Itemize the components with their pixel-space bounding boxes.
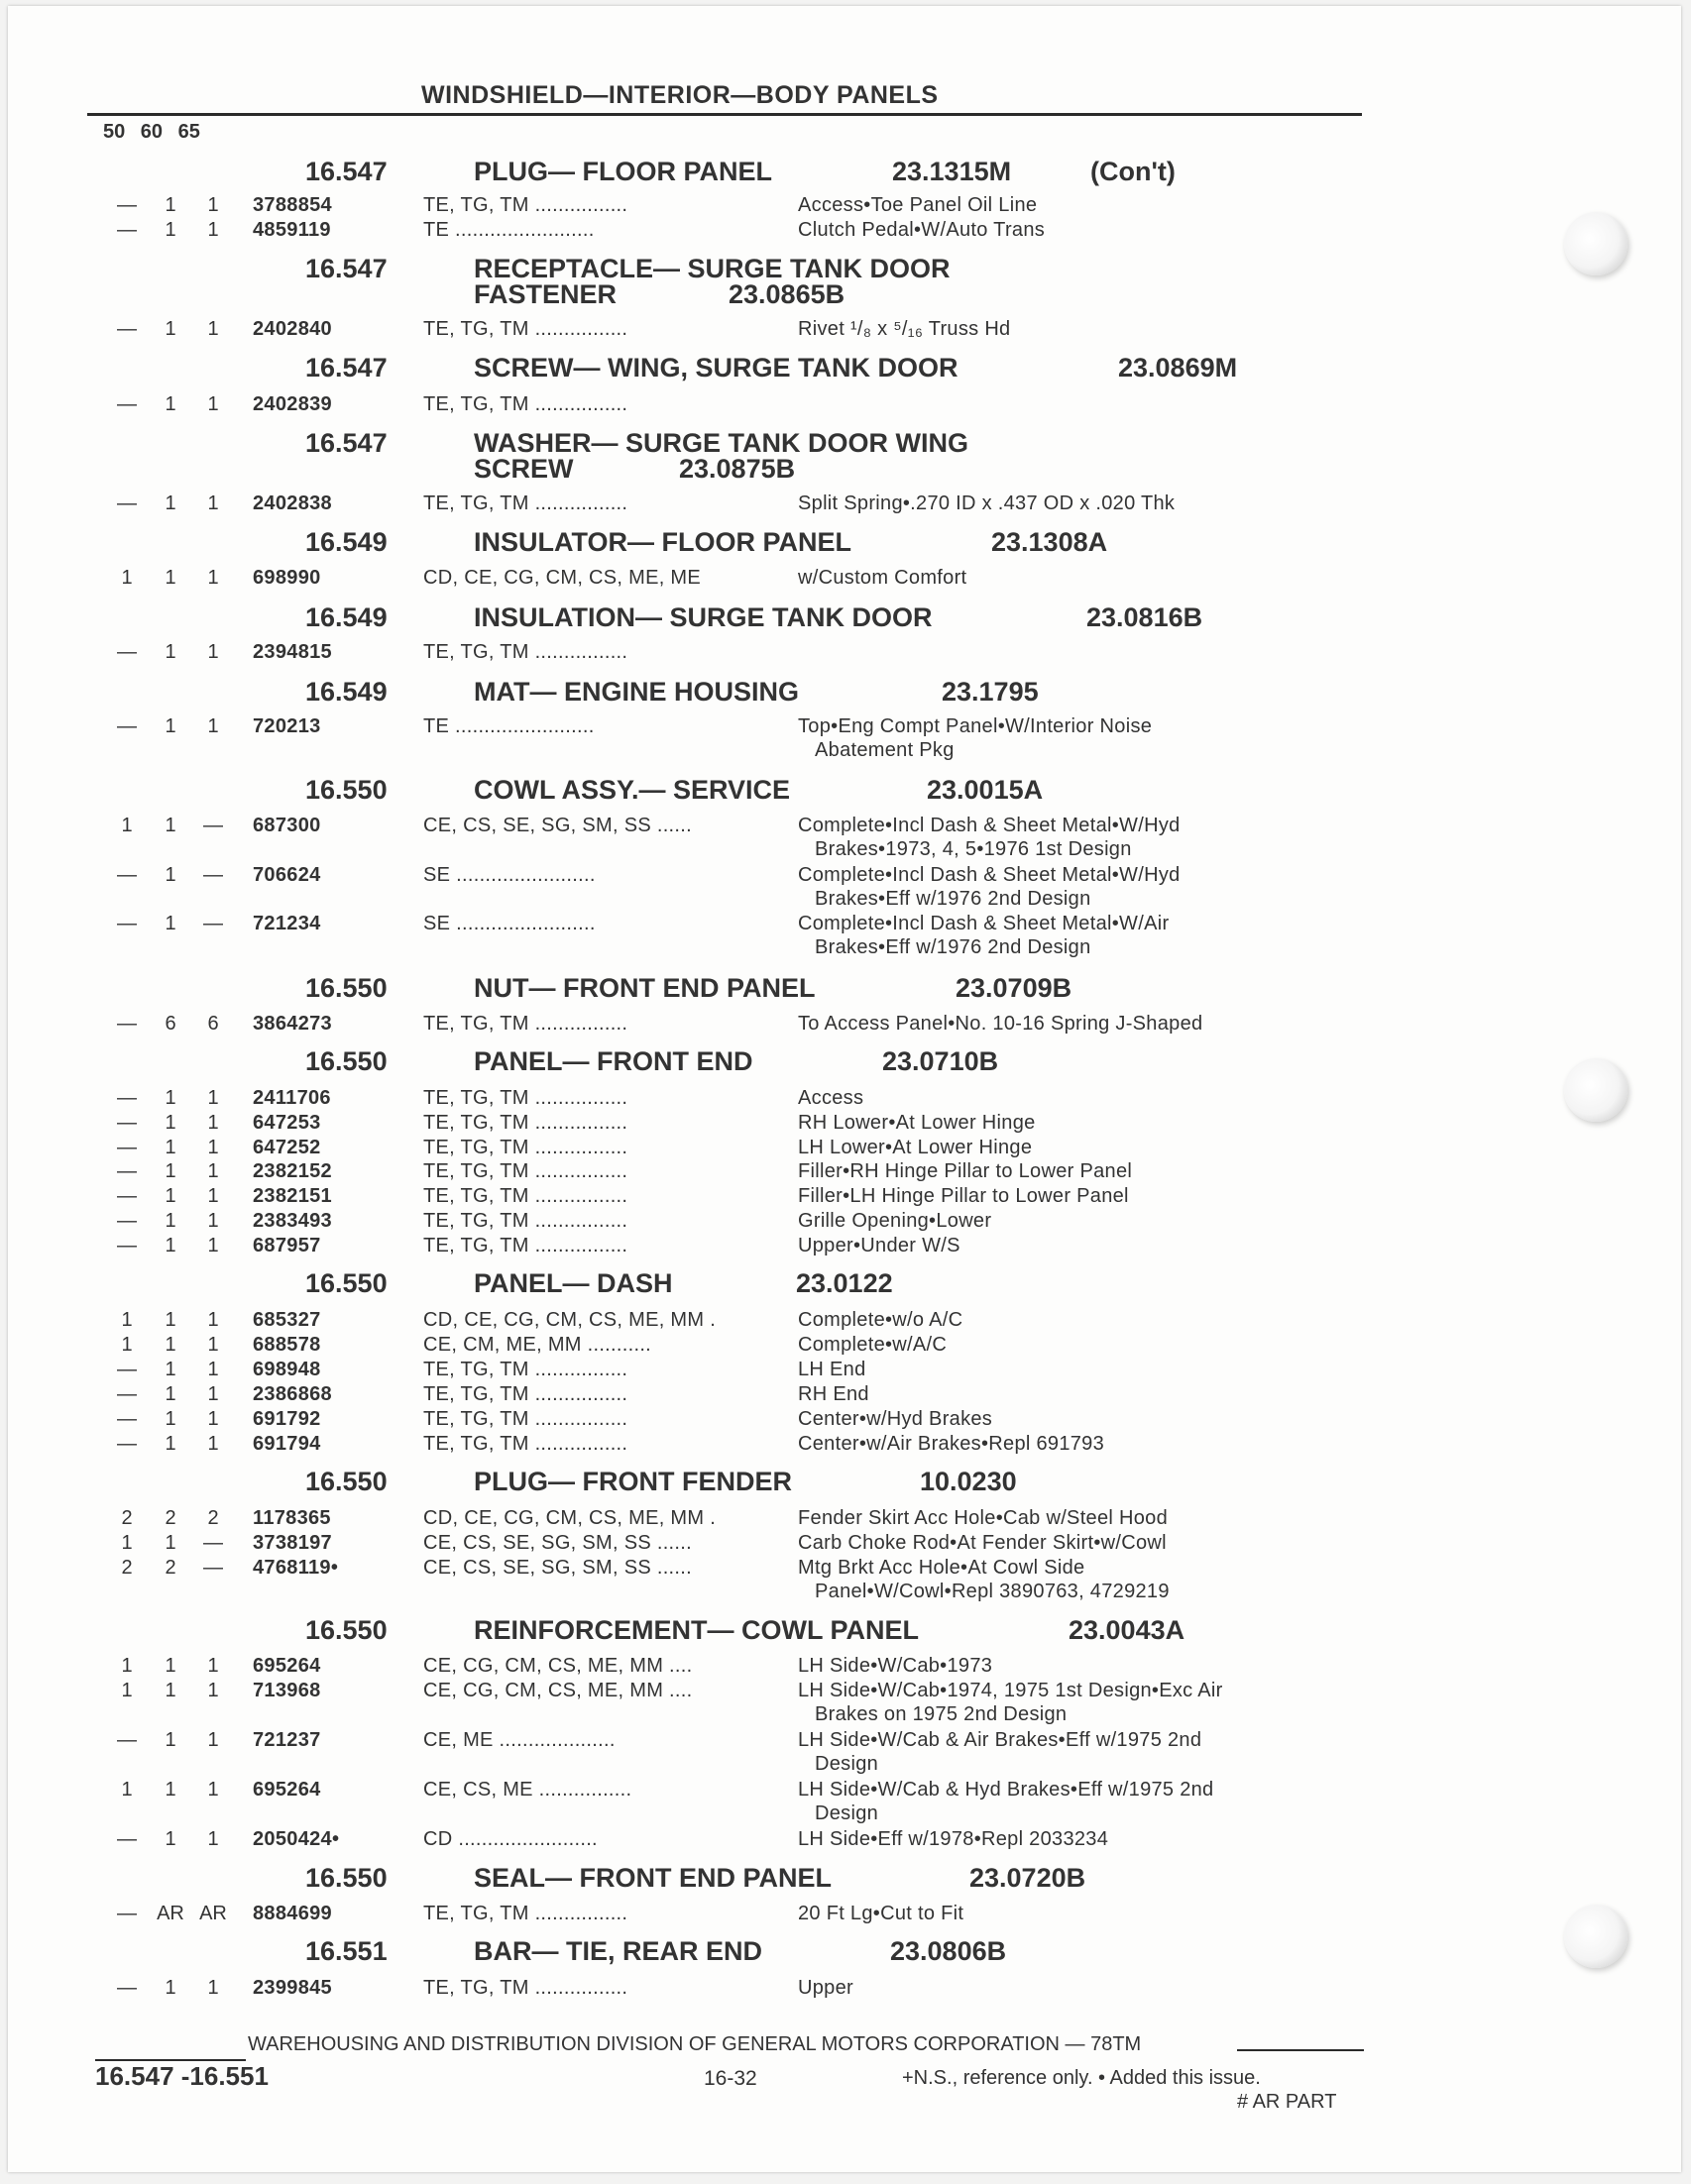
quantity-1965: 1	[207, 1087, 219, 1109]
part-description: Complete•Incl Dash & Sheet Metal•W/Air	[798, 913, 1170, 934]
part-description: Clutch Pedal•W/Auto Trans	[798, 219, 1046, 241]
part-number: 713968	[253, 1680, 321, 1701]
part-description: Filler•LH Hinge Pillar to Lower Panel	[798, 1185, 1129, 1207]
quantity-1965: AR	[199, 1903, 227, 1924]
quantity-1965: 1	[207, 1729, 219, 1751]
quantity-1960: 1	[165, 1532, 176, 1554]
section-number: 16.550	[305, 1863, 388, 1893]
quantity-1965: —	[203, 1532, 223, 1554]
quantity-1965: 1	[207, 1828, 219, 1850]
part-description: Fender Skirt Acc Hole•Cab w/Steel Hood	[798, 1507, 1169, 1529]
part-number: 3738197	[253, 1532, 332, 1554]
quantity-1960: 1	[165, 219, 176, 241]
quantity-1960: 1	[165, 318, 176, 340]
part-description: Filler•RH Hinge Pillar to Lower Panel	[798, 1160, 1133, 1182]
quantity-1950: —	[117, 1013, 137, 1035]
section-code: 23.0806B	[890, 1936, 1007, 1966]
model-codes: SE ........................	[423, 864, 596, 886]
part-description-continued: Design	[815, 1802, 879, 1824]
quantity-1960: 1	[165, 1309, 176, 1331]
section-code: 23.1315M	[892, 157, 1012, 186]
quantity-1960: 1	[165, 913, 176, 934]
section-code: 23.0875B	[679, 454, 796, 484]
part-description: Grille Opening•Lower	[798, 1210, 992, 1232]
footer-page-number: 16-32	[704, 2067, 757, 2090]
quantity-1965: 1	[207, 318, 219, 340]
quantity-1950: —	[117, 864, 137, 886]
section-number: 16.550	[305, 1268, 388, 1298]
model-codes: CE, CS, SE, SG, SM, SS ......	[423, 815, 692, 836]
quantity-1960: 1	[165, 492, 176, 514]
part-description: Complete•w/A/C	[798, 1334, 948, 1356]
model-codes: TE, TG, TM ................	[423, 1087, 628, 1109]
quantity-1960: 1	[165, 1977, 176, 1999]
section-title: SEAL— FRONT END PANEL	[474, 1863, 833, 1893]
quantity-1965: 1	[207, 1210, 219, 1232]
part-description-continued: Panel•W/Cowl•Repl 3890763, 4729219	[815, 1581, 1170, 1602]
section-number: 16.549	[305, 677, 388, 707]
quantity-1950: —	[117, 913, 137, 934]
model-codes: CD, CE, CG, CM, CS, ME, ME	[423, 567, 702, 589]
part-description: Upper	[798, 1977, 853, 1999]
part-description: LH Side•W/Cab•1974, 1975 1st Design•Exc Air	[798, 1680, 1223, 1701]
model-codes: TE, TG, TM ................	[423, 641, 628, 663]
quantity-1950: —	[117, 194, 137, 216]
model-codes: CE, CG, CM, CS, ME, MM ....	[423, 1680, 693, 1701]
quantity-1965: 2	[207, 1507, 219, 1529]
section-title: PLUG— FRONT FENDER	[474, 1467, 792, 1496]
quantity-1965: 1	[207, 1655, 219, 1677]
quantity-1950: —	[117, 1408, 137, 1430]
part-number: 698990	[253, 567, 321, 589]
quantity-1950: —	[117, 1903, 137, 1924]
quantity-1960: 2	[165, 1557, 176, 1579]
part-description-continued: Brakes•Eff w/1976 2nd Design	[815, 888, 1091, 910]
quantity-1950: —	[117, 1087, 137, 1109]
quantity-1950: —	[117, 1112, 137, 1134]
section-title: BAR— TIE, REAR END	[474, 1936, 763, 1966]
quantity-1960: 1	[165, 1087, 176, 1109]
binder-hole	[1564, 1058, 1628, 1122]
part-description: Split Spring•.270 ID x .437 OD x .020 Thk	[798, 492, 1176, 514]
part-number: 688578	[253, 1334, 321, 1356]
part-description: LH End	[798, 1359, 866, 1380]
model-codes: CE, CM, ME, MM ...........	[423, 1334, 652, 1356]
year-columns-header: 50 60 65	[103, 121, 200, 143]
quantity-1965: 1	[207, 1977, 219, 1999]
quantity-1965: 1	[207, 393, 219, 415]
quantity-1950: —	[117, 1210, 137, 1232]
binder-hole	[1564, 212, 1628, 275]
model-codes: CE, ME ....................	[423, 1729, 616, 1751]
part-description: Complete•w/o A/C	[798, 1309, 963, 1331]
part-number: 3864273	[253, 1013, 332, 1035]
section-code: 10.0230	[920, 1467, 1017, 1496]
quantity-1960: 1	[165, 1408, 176, 1430]
section-number: 16.550	[305, 1467, 388, 1496]
part-description: Top•Eng Compt Panel•W/Interior Noise	[798, 715, 1153, 737]
part-description: To Access Panel•No. 10-16 Spring J-Shaped	[798, 1013, 1203, 1035]
part-number: 685327	[253, 1309, 321, 1331]
quantity-1960: 1	[165, 715, 176, 737]
quantity-1960: 1	[165, 1433, 176, 1455]
model-codes: TE, TG, TM ................	[423, 1210, 628, 1232]
part-number: 647252	[253, 1137, 321, 1158]
section-number: 16.550	[305, 973, 388, 1003]
model-codes: TE, TG, TM ................	[423, 1160, 628, 1182]
section-title: PANEL— FRONT END	[474, 1046, 753, 1076]
part-number: 2402840	[253, 318, 332, 340]
quantity-1965: 1	[207, 1185, 219, 1207]
quantity-1950: 1	[121, 1655, 133, 1677]
model-codes: TE, TG, TM ................	[423, 1408, 628, 1430]
section-code: 23.0720B	[969, 1863, 1086, 1893]
quantity-1950: 1	[121, 1680, 133, 1701]
section-title: WASHER— SURGE TANK DOOR WING	[474, 428, 968, 458]
quantity-1965: 1	[207, 567, 219, 589]
section-code: 23.0709B	[956, 973, 1072, 1003]
part-number: 721237	[253, 1729, 321, 1751]
model-codes: TE, TG, TM ................	[423, 1013, 628, 1035]
quantity-1960: 6	[165, 1013, 176, 1035]
quantity-1965: 1	[207, 492, 219, 514]
part-description: Complete•Incl Dash & Sheet Metal•W/Hyd	[798, 815, 1181, 836]
footer-note: +N.S., reference only. • Added this issue.	[902, 2067, 1261, 2089]
footer-range: 16.547 -16.551	[95, 2061, 269, 2091]
quantity-1965: 1	[207, 1309, 219, 1331]
section-number: 16.550	[305, 775, 388, 805]
model-codes: CD, CE, CG, CM, CS, ME, MM .	[423, 1309, 717, 1331]
part-description: Rivet ¹/₈ x ⁵/₁₆ Truss Hd	[798, 318, 1011, 340]
part-description: LH Side•Eff w/1978•Repl 2033234	[798, 1828, 1109, 1850]
quantity-1965: 1	[207, 1160, 219, 1182]
footer-note-ar: # AR PART	[1237, 2091, 1337, 2113]
model-codes: TE, TG, TM ................	[423, 194, 628, 216]
part-number: 691794	[253, 1433, 321, 1455]
part-description: Mtg Brkt Acc Hole•At Cowl Side	[798, 1557, 1085, 1579]
model-codes: SE ........................	[423, 913, 596, 934]
section-title: NUT— FRONT END PANEL	[474, 973, 816, 1003]
model-codes: TE, TG, TM ................	[423, 393, 628, 415]
part-description: Carb Choke Rod•At Fender Skirt•w/Cowl	[798, 1532, 1167, 1554]
section-title: PANEL— DASH	[474, 1268, 673, 1298]
part-description-continued: Brakes•Eff w/1976 2nd Design	[815, 936, 1091, 958]
header-rule	[87, 113, 1362, 116]
model-codes: TE, TG, TM ................	[423, 1137, 628, 1158]
part-description: LH Side•W/Cab•1973	[798, 1655, 993, 1677]
quantity-1960: 1	[165, 1828, 176, 1850]
model-codes: TE, TG, TM ................	[423, 1383, 628, 1405]
page-title: WINDSHIELD—INTERIOR—BODY PANELS	[421, 81, 939, 109]
part-description: Upper•Under W/S	[798, 1235, 960, 1256]
model-codes: TE, TG, TM ................	[423, 1112, 628, 1134]
quantity-1950: 2	[121, 1507, 133, 1529]
quantity-1965: —	[203, 913, 223, 934]
quantity-1965: 1	[207, 1334, 219, 1356]
part-description: w/Custom Comfort	[798, 567, 967, 589]
part-description-continued: Design	[815, 1753, 879, 1775]
quantity-1960: 2	[165, 1507, 176, 1529]
part-description: LH Side•W/Cab & Air Brakes•Eff w/1975 2nd	[798, 1729, 1202, 1751]
section-code: 23.0865B	[729, 279, 846, 309]
model-codes: TE, TG, TM ................	[423, 1433, 628, 1455]
section-code: 23.0043A	[1069, 1615, 1185, 1645]
model-codes: CD ........................	[423, 1828, 598, 1850]
quantity-1950: 1	[121, 1532, 133, 1554]
quantity-1950: —	[117, 1977, 137, 1999]
quantity-1950: 1	[121, 567, 133, 589]
part-number: 4859119	[253, 219, 331, 241]
part-number: 698948	[253, 1359, 321, 1380]
section-code: 23.0710B	[882, 1046, 999, 1076]
model-codes: TE ........................	[423, 219, 595, 241]
quantity-1965: 6	[207, 1013, 219, 1035]
model-codes: TE, TG, TM ................	[423, 492, 628, 514]
part-number: 695264	[253, 1655, 321, 1677]
quantity-1960: 1	[165, 194, 176, 216]
section-code: 23.0816B	[1086, 602, 1203, 632]
part-description: LH Side•W/Cab & Hyd Brakes•Eff w/1975 2nd	[798, 1779, 1214, 1801]
model-codes: CE, CS, ME ................	[423, 1779, 632, 1801]
section-number: 16.551	[305, 1936, 388, 1966]
model-codes: TE, TG, TM ................	[423, 1235, 628, 1256]
part-number: 687300	[253, 815, 321, 836]
binder-hole	[1564, 1905, 1628, 1968]
part-number: 691792	[253, 1408, 321, 1430]
part-description: RH End	[798, 1383, 869, 1405]
model-codes: CE, CS, SE, SG, SM, SS ......	[423, 1532, 692, 1554]
quantity-1960: 1	[165, 1160, 176, 1182]
part-number: 4768119•	[253, 1557, 339, 1579]
part-number: 1178365	[253, 1507, 331, 1529]
section-title-continued: SCREW	[474, 454, 574, 484]
quantity-1960: AR	[157, 1903, 184, 1924]
quantity-1950: —	[117, 1828, 137, 1850]
section-number: 16.547	[305, 353, 388, 382]
quantity-1960: 1	[165, 1680, 176, 1701]
section-title: COWL ASSY.— SERVICE	[474, 775, 791, 805]
quantity-1965: 1	[207, 1383, 219, 1405]
section-title: INSULATOR— FLOOR PANEL	[474, 527, 851, 557]
model-codes: TE, TG, TM ................	[423, 1185, 628, 1207]
section-title-continued: FASTENER	[474, 279, 618, 309]
model-codes: CD, CE, CG, CM, CS, ME, MM .	[423, 1507, 717, 1529]
section-number: 16.550	[305, 1615, 388, 1645]
quantity-1950: —	[117, 1137, 137, 1158]
part-number: 2402839	[253, 393, 332, 415]
quantity-1965: 1	[207, 194, 219, 216]
part-number: 2383493	[253, 1210, 332, 1232]
part-description: Complete•Incl Dash & Sheet Metal•W/Hyd	[798, 864, 1181, 886]
quantity-1950: 1	[121, 1779, 133, 1801]
quantity-1950: —	[117, 318, 137, 340]
part-number: 2382151	[253, 1185, 332, 1207]
part-number: 2402838	[253, 492, 332, 514]
model-codes: CE, CS, SE, SG, SM, SS ......	[423, 1557, 692, 1579]
quantity-1965: 1	[207, 219, 219, 241]
part-number: 2394815	[253, 641, 332, 663]
model-codes: TE ........................	[423, 715, 595, 737]
part-description: 20 Ft Lg•Cut to Fit	[798, 1903, 964, 1924]
part-description-continued: Brakes on 1975 2nd Design	[815, 1703, 1068, 1725]
quantity-1950: —	[117, 1235, 137, 1256]
quantity-1950: —	[117, 1185, 137, 1207]
quantity-1965: 1	[207, 1779, 219, 1801]
quantity-1950: —	[117, 1729, 137, 1751]
section-code: 23.0869M	[1118, 353, 1238, 382]
part-number: 2050424•	[253, 1828, 340, 1850]
model-codes: TE, TG, TM ................	[423, 1903, 628, 1924]
quantity-1950: 1	[121, 815, 133, 836]
section-number: 16.550	[305, 1046, 388, 1076]
part-number: 2411706	[253, 1087, 331, 1109]
quantity-1960: 1	[165, 1185, 176, 1207]
section-code: 23.0122	[796, 1268, 893, 1298]
section-number: 16.547	[305, 428, 388, 458]
section-number: 16.549	[305, 602, 388, 632]
section-continued-note: (Con't)	[1090, 157, 1176, 186]
quantity-1965: 1	[207, 715, 219, 737]
quantity-1950: 1	[121, 1309, 133, 1331]
quantity-1960: 1	[165, 1334, 176, 1356]
quantity-1965: —	[203, 1557, 223, 1579]
section-number: 16.547	[305, 157, 388, 186]
model-codes: TE, TG, TM ................	[423, 1977, 628, 1999]
section-title: MAT— ENGINE HOUSING	[474, 677, 800, 707]
part-description: Access	[798, 1087, 864, 1109]
quantity-1950: 2	[121, 1557, 133, 1579]
quantity-1950: —	[117, 1359, 137, 1380]
section-title: PLUG— FLOOR PANEL	[474, 157, 772, 186]
quantity-1950: 1	[121, 1334, 133, 1356]
quantity-1965: —	[203, 864, 223, 886]
quantity-1960: 1	[165, 1210, 176, 1232]
quantity-1960: 1	[165, 1137, 176, 1158]
quantity-1950: —	[117, 1160, 137, 1182]
part-description-continued: Brakes•1973, 4, 5•1976 1st Design	[815, 838, 1132, 860]
part-number: 706624	[253, 864, 321, 886]
section-code: 23.0015A	[927, 775, 1044, 805]
quantity-1960: 1	[165, 1235, 176, 1256]
quantity-1950: —	[117, 492, 137, 514]
part-number: 647253	[253, 1112, 321, 1134]
quantity-1960: 1	[165, 641, 176, 663]
quantity-1950: —	[117, 1433, 137, 1455]
quantity-1960: 1	[165, 1112, 176, 1134]
part-description-continued: Abatement Pkg	[815, 739, 955, 761]
model-codes: CE, CG, CM, CS, ME, MM ....	[423, 1655, 693, 1677]
section-title: RECEPTACLE— SURGE TANK DOOR	[474, 254, 951, 283]
model-codes: TE, TG, TM ................	[423, 318, 628, 340]
part-description: RH Lower•At Lower Hinge	[798, 1112, 1036, 1134]
quantity-1960: 1	[165, 1729, 176, 1751]
quantity-1965: 1	[207, 1112, 219, 1134]
section-title: SCREW— WING, SURGE TANK DOOR	[474, 353, 958, 382]
quantity-1950: —	[117, 219, 137, 241]
part-number: 2382152	[253, 1160, 332, 1182]
quantity-1960: 1	[165, 1779, 176, 1801]
footer-rule-right	[1237, 2049, 1364, 2051]
quantity-1965: 1	[207, 641, 219, 663]
quantity-1965: 1	[207, 1408, 219, 1430]
quantity-1965: 1	[207, 1433, 219, 1455]
part-description: Center•w/Air Brakes•Repl 691793	[798, 1433, 1105, 1455]
quantity-1960: 1	[165, 1383, 176, 1405]
part-number: 8884699	[253, 1903, 332, 1924]
quantity-1960: 1	[165, 1655, 176, 1677]
quantity-1965: 1	[207, 1359, 219, 1380]
quantity-1965: 1	[207, 1235, 219, 1256]
section-code: 23.1795	[942, 677, 1039, 707]
footer-division: WAREHOUSING AND DISTRIBUTION DIVISION OF GENERAL MOTORS CORPORATION — 78TM	[248, 2033, 1142, 2055]
section-number: 16.547	[305, 254, 388, 283]
quantity-1965: 1	[207, 1680, 219, 1701]
part-description: LH Lower•At Lower Hinge	[798, 1137, 1033, 1158]
quantity-1960: 1	[165, 815, 176, 836]
section-code: 23.1308A	[991, 527, 1108, 557]
part-number: 2386868	[253, 1383, 332, 1405]
section-number: 16.549	[305, 527, 388, 557]
part-number: 695264	[253, 1779, 321, 1801]
part-description: Center•w/Hyd Brakes	[798, 1408, 993, 1430]
part-number: 3788854	[253, 194, 332, 216]
model-codes: TE, TG, TM ................	[423, 1359, 628, 1380]
part-number: 687957	[253, 1235, 321, 1256]
quantity-1965: 1	[207, 1137, 219, 1158]
quantity-1965: —	[203, 815, 223, 836]
quantity-1950: —	[117, 715, 137, 737]
quantity-1950: —	[117, 1383, 137, 1405]
quantity-1960: 1	[165, 864, 176, 886]
quantity-1960: 1	[165, 1359, 176, 1380]
quantity-1950: —	[117, 393, 137, 415]
quantity-1950: —	[117, 641, 137, 663]
quantity-1960: 1	[165, 567, 176, 589]
part-number: 720213	[253, 715, 321, 737]
part-number: 2399845	[253, 1977, 332, 1999]
section-title: INSULATION— SURGE TANK DOOR	[474, 602, 933, 632]
section-title: REINFORCEMENT— COWL PANEL	[474, 1615, 919, 1645]
quantity-1960: 1	[165, 393, 176, 415]
part-description: Access•Toe Panel Oil Line	[798, 194, 1038, 216]
part-number: 721234	[253, 913, 321, 934]
